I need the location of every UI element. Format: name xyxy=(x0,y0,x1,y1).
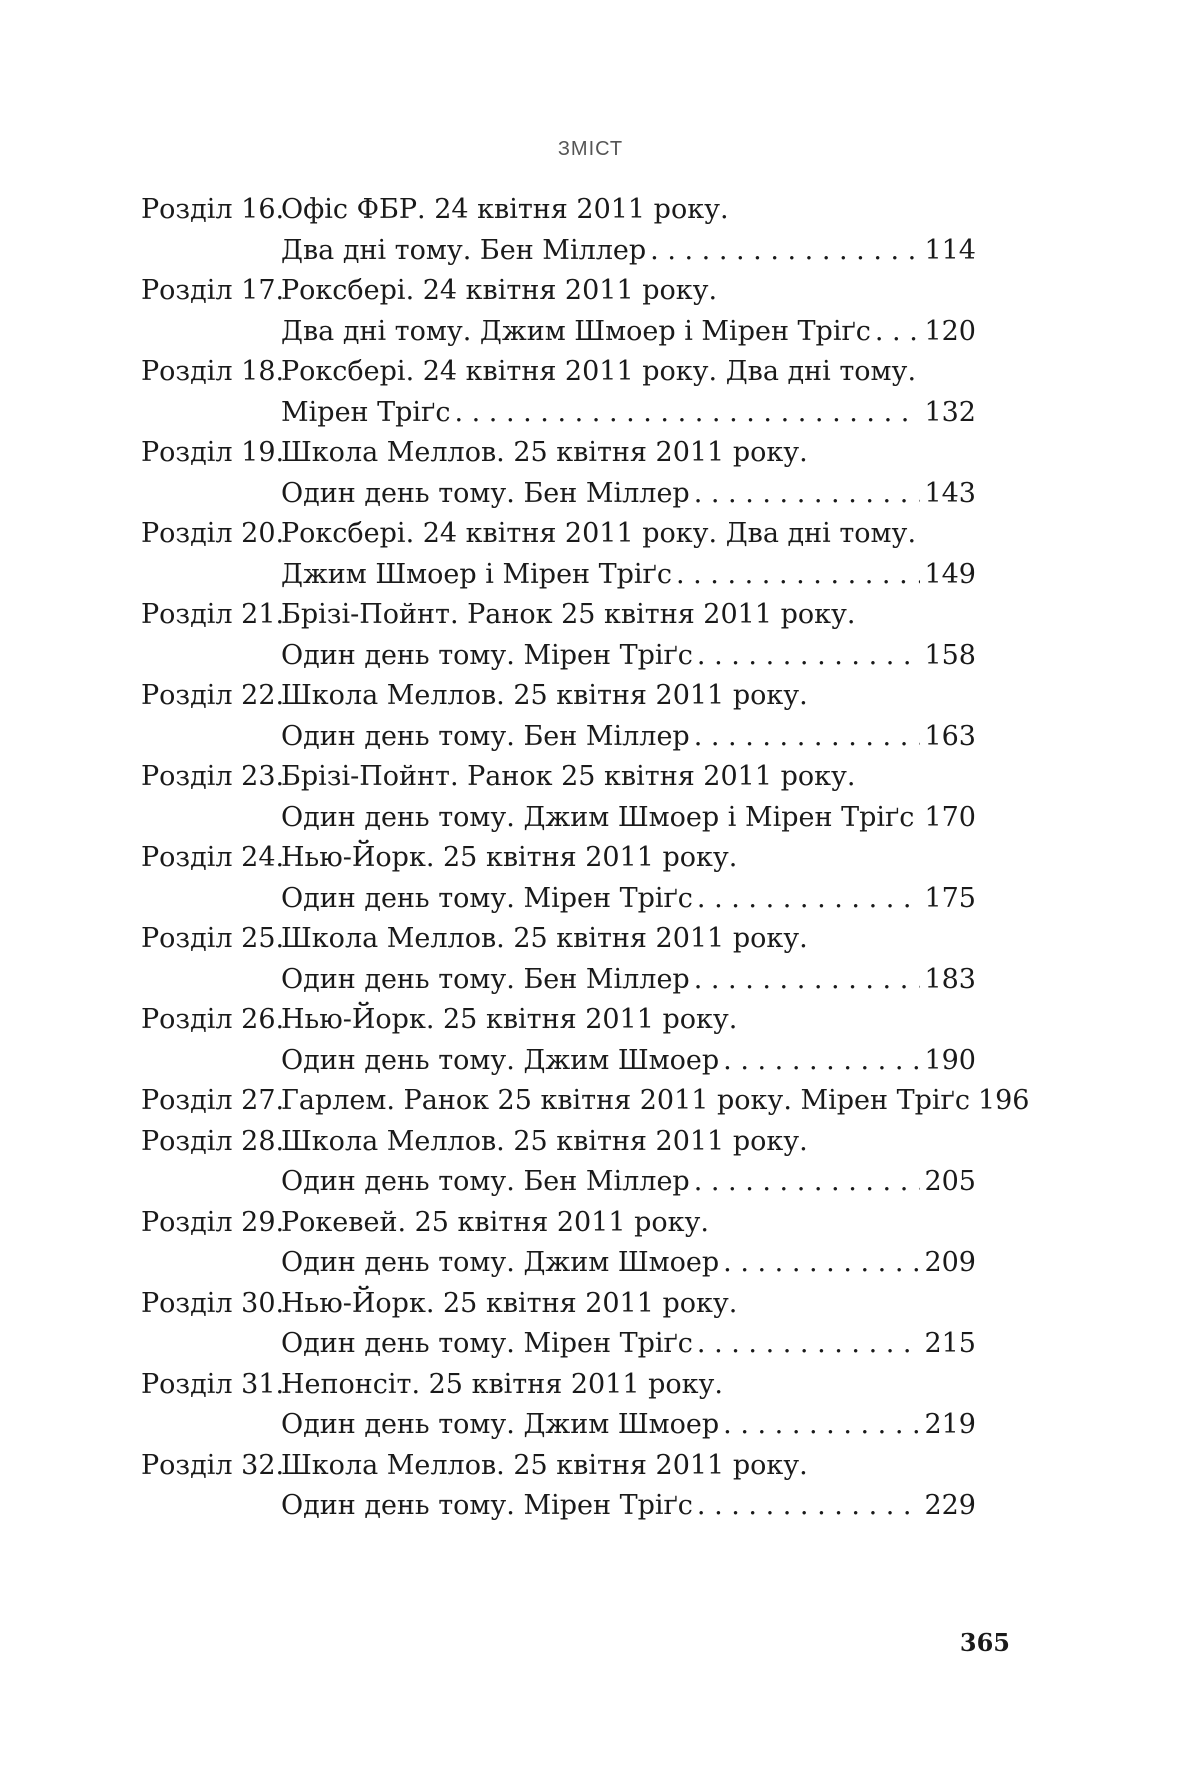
chapter-subtitle: Один день тому. Джим Шмоер і Мірен Тріґс xyxy=(281,801,915,833)
chapter-page-number: 170 xyxy=(924,801,976,833)
chapter-subtitle: Один день тому. Джим Шмоер xyxy=(281,1247,720,1278)
chapter-title: Школа Меллов. 25 квітня 2011 року. xyxy=(281,1449,808,1481)
toc-entry xyxy=(141,1000,976,1081)
dot-leader xyxy=(875,312,921,353)
chapter-label: Розділ 21. xyxy=(141,599,285,630)
chapter-page-number: 143 xyxy=(924,477,976,509)
dot-leader xyxy=(694,717,921,758)
dot-leader xyxy=(723,1405,920,1446)
dot-leader xyxy=(650,231,920,272)
chapter-subtitle: Один день тому. Мірен Тріґс xyxy=(281,1490,693,1521)
chapter-title: Брізі-Пойнт. Ранок 25 квітня 2011 року. xyxy=(281,599,856,630)
chapter-title: Брізі-Пойнт. Ранок 25 квітня 2011 року. xyxy=(281,761,856,792)
toc-entry xyxy=(141,1122,976,1203)
chapter-label: Розділ 22. xyxy=(141,680,285,711)
toc-entry-line xyxy=(141,312,976,353)
chapter-page-number: 229 xyxy=(924,1490,976,1521)
chapter-label: Розділ 20. xyxy=(141,518,285,549)
toc-entry-line xyxy=(141,1243,976,1284)
toc-entry-line xyxy=(141,1000,976,1041)
chapter-title: Нью-Йорк. 25 квітня 2011 року. xyxy=(281,1287,738,1319)
dot-leader xyxy=(676,555,921,596)
chapter-page-number: 205 xyxy=(924,1166,976,1197)
toc-entry-line xyxy=(141,636,976,677)
toc-entry-line xyxy=(141,1405,976,1446)
toc-entry-line xyxy=(141,231,976,272)
dot-leader xyxy=(697,1324,921,1365)
toc-entry-line xyxy=(141,1122,976,1163)
toc-entry-line xyxy=(141,1041,976,1082)
chapter-subtitle: Два дні тому. Джим Шмоер і Мірен Тріґс xyxy=(281,315,871,347)
chapter-label: Розділ 26. xyxy=(141,1004,285,1035)
chapter-label: Розділ 27. xyxy=(141,1085,285,1116)
toc-entry-line xyxy=(141,393,976,434)
chapter-subtitle: Один день тому. Мірен Тріґс xyxy=(281,882,693,914)
dot-leader xyxy=(918,798,920,839)
chapter-label: Розділ 24. xyxy=(141,842,285,873)
toc-entry xyxy=(141,676,976,757)
chapter-label: Розділ 18. xyxy=(141,356,285,387)
toc-entry-line xyxy=(141,717,976,758)
chapter-title: Непонсіт. 25 квітня 2011 року. xyxy=(281,1368,724,1400)
chapter-title: Школа Меллов. 25 квітня 2011 року. xyxy=(281,1125,808,1157)
toc-entry-line xyxy=(141,1284,976,1325)
chapter-title: Роксбері. 24 квітня 2011 року. Два дні тому. xyxy=(281,518,917,549)
toc-entry-line xyxy=(141,352,976,393)
chapter-label: Розділ 23. xyxy=(141,761,285,792)
chapter-page-number: 196 xyxy=(977,1085,1030,1116)
chapter-subtitle: Один день тому. Мірен Тріґс xyxy=(281,639,693,671)
toc-entry xyxy=(141,919,976,1000)
toc-entry xyxy=(141,595,976,676)
toc-entry xyxy=(141,514,976,595)
chapter-subtitle: Один день тому. Мірен Тріґс xyxy=(281,1328,693,1359)
toc-entry-line xyxy=(141,919,976,960)
toc-entry xyxy=(141,1446,976,1527)
toc-entry-line xyxy=(141,474,976,515)
chapter-subtitle: Один день тому. Джим Шмоер xyxy=(281,1044,720,1076)
dot-leader xyxy=(694,1162,921,1203)
toc-entry xyxy=(141,1203,976,1284)
chapter-title: Школа Меллов. 25 квітня 2011 року. xyxy=(281,680,808,711)
dot-leader xyxy=(697,879,921,920)
toc-entry-line xyxy=(141,838,976,879)
chapter-page-number: 215 xyxy=(924,1328,976,1359)
dot-leader xyxy=(454,393,920,434)
chapter-subtitle: Один день тому. Бен Міллер xyxy=(281,477,690,509)
chapter-label: Розділ 16. xyxy=(141,194,285,225)
chapter-label: Розділ 25. xyxy=(141,923,285,954)
chapter-page-number: 158 xyxy=(924,639,976,671)
chapter-subtitle: Один день тому. Бен Міллер xyxy=(281,720,690,752)
chapter-page-number: 132 xyxy=(924,396,976,428)
toc-entry xyxy=(141,190,976,271)
dot-leader xyxy=(723,1243,920,1284)
chapter-title: Гарлем. Ранок 25 квітня 2011 року. Мірен Тріґс xyxy=(281,1085,970,1116)
toc-entry-line xyxy=(141,271,976,312)
toc-entry-line xyxy=(141,1446,976,1487)
chapter-label: Розділ 29. xyxy=(141,1206,285,1238)
toc-entry-line xyxy=(141,1081,1030,1122)
toc-entry-line xyxy=(141,1324,976,1365)
chapter-subtitle: Один день тому. Джим Шмоер xyxy=(281,1409,720,1440)
toc-entry xyxy=(141,757,976,838)
toc-entry xyxy=(141,1365,976,1446)
toc-entry-line xyxy=(141,1203,976,1244)
toc-entry-line xyxy=(141,1486,976,1527)
chapter-title: Школа Меллов. 25 квітня 2011 року. xyxy=(281,923,808,954)
chapter-subtitle: Два дні тому. Бен Міллер xyxy=(281,234,647,266)
toc-entry-line xyxy=(141,676,976,717)
chapter-page-number: 183 xyxy=(924,963,976,995)
chapter-page-number: 149 xyxy=(924,558,976,590)
chapter-page-number: 120 xyxy=(924,315,976,347)
toc-entry-line xyxy=(141,433,976,474)
chapter-title: Нью-Йорк. 25 квітня 2011 року. xyxy=(281,1004,738,1035)
chapter-title: Школа Меллов. 25 квітня 2011 року. xyxy=(281,437,808,468)
toc-entry xyxy=(141,352,976,433)
chapter-label: Розділ 19. xyxy=(141,437,285,468)
chapter-page-number: 209 xyxy=(924,1247,976,1278)
toc-entry-line xyxy=(141,190,976,231)
toc-entry-line xyxy=(141,798,976,839)
chapter-label: Розділ 31. xyxy=(141,1368,285,1400)
chapter-subtitle: Один день тому. Бен Міллер xyxy=(281,1166,690,1197)
toc-entry-line xyxy=(141,1365,976,1406)
chapter-label: Розділ 32. xyxy=(141,1449,285,1481)
toc-entry xyxy=(141,838,976,919)
chapter-label: Розділ 17. xyxy=(141,275,285,306)
chapter-page-number: 190 xyxy=(924,1044,976,1076)
chapter-label: Розділ 28. xyxy=(141,1125,285,1157)
chapter-subtitle: Мірен Тріґс xyxy=(281,396,451,428)
toc-entry xyxy=(141,433,976,514)
toc-entry-line xyxy=(141,1162,976,1203)
running-header: ЗМІСТ xyxy=(557,138,624,160)
toc-entry-line xyxy=(141,595,976,636)
chapter-label: Розділ 30. xyxy=(141,1287,285,1319)
chapter-title: Роксбері. 24 квітня 2011 року. Два дні тому. xyxy=(281,356,917,387)
toc-entry-line xyxy=(141,555,976,596)
table-of-contents xyxy=(141,190,1030,1527)
chapter-title: Роксбері. 24 квітня 2011 року. xyxy=(281,275,718,306)
toc-entry-line xyxy=(141,514,976,555)
toc-entry-line xyxy=(141,879,976,920)
chapter-page-number: 175 xyxy=(924,882,976,914)
chapter-title: Офіс ФБР. 24 квітня 2011 року. xyxy=(281,194,729,225)
dot-leader xyxy=(697,636,921,677)
toc-entry xyxy=(141,1081,1030,1122)
toc-entry xyxy=(141,271,976,352)
chapter-subtitle: Джим Шмоер і Мірен Тріґс xyxy=(281,558,672,590)
chapter-page-number: 163 xyxy=(924,720,976,752)
chapter-title: Рокевей. 25 квітня 2011 року. xyxy=(281,1206,709,1238)
dot-leader xyxy=(723,1041,920,1082)
chapter-title: Нью-Йорк. 25 квітня 2011 року. xyxy=(281,842,738,873)
page-number: 365 xyxy=(959,1628,1010,1657)
toc-entry xyxy=(141,1284,976,1365)
toc-entry-line xyxy=(141,757,976,798)
chapter-page-number: 114 xyxy=(924,234,976,266)
chapter-page-number: 219 xyxy=(924,1409,976,1440)
dot-leader xyxy=(694,960,921,1001)
chapter-subtitle: Один день тому. Бен Міллер xyxy=(281,963,690,995)
dot-leader xyxy=(694,474,921,515)
toc-entry-line xyxy=(141,960,976,1001)
dot-leader xyxy=(697,1486,921,1527)
